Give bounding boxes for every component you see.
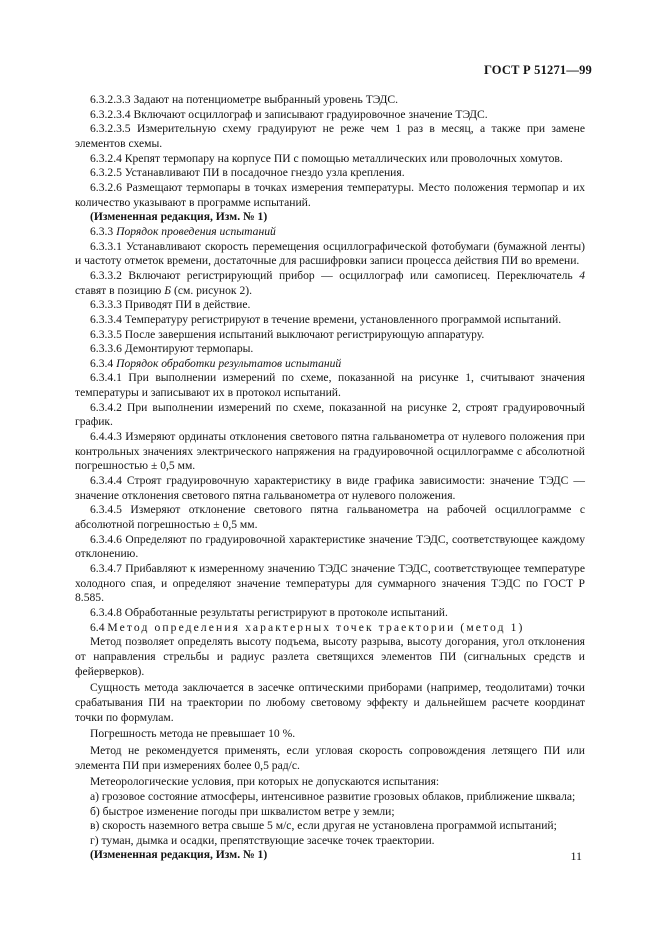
clause-6-3-4-3: 6.4.4.3 Измеряют ординаты отклонения светового пятна гальванометра от нулевого положения при контрольных значениях электрического напряжения на градуировочной осциллограмме с абсолютной погрешностью ± 0,5 мм. <box>75 430 585 473</box>
clause-title: Порядок проведения испытаний <box>116 224 276 238</box>
condition-g: г) туман, дымка и осадки, препятствующие засечке точек траектории. <box>90 833 435 847</box>
condition-b: б) быстрое изменение погоды при шквалистом ветре у земли; <box>90 804 395 818</box>
method-essence: Сущность метода заключается в засечке оптическими приборами (например, теодолитами) точки срабатывания ПИ на траектории по любому световому эффекту и дальнейшем расчете координат точки по формулам. <box>75 681 585 724</box>
clause-6-3-4-5: 6.3.4.5 Измеряют отклонение светового пятна гальванометра на рабочей осциллограмме с абсолютной погрешностью ± 0,5 мм. <box>75 503 585 532</box>
clause-6-3-4-7: 6.3.4.7 Прибавляют к измеренному значению ТЭДС значение ТЭДС, соответствующее температуре холодного спая, и определяют значение температуры для суммарного значения ТЭДС по ГОСТ Р 8.585. <box>75 562 585 605</box>
clause-text: 6.3.3.2 Включают регистрирующий прибор — осциллограф или самописец. Переключатель <box>90 268 580 282</box>
clause-6-3-4-4: 6.3.4.4 Строят градуировочную характеристику в виде графика зависимости: значение ТЭДС — значение отклонения светового пятна гальванометра от нулевого положения. <box>75 474 585 502</box>
method-error: Погрешность метода не превышает 10 %. <box>90 727 296 741</box>
clause-6-3-4-6: 6.3.4.6 Определяют по градуировочной характеристике значение ТЭДС, соответствующее каждому отклонению. <box>75 532 585 561</box>
clause-6-3-2-6: 6.3.2.6 Размещают термопары в точках измерения температуры. Место положения термопар и их количество указывают в программе испытаний. <box>75 180 585 209</box>
clause-6-3-2-3-3: 6.3.2.3.3 Задают на потенциометре выбранный уровень ТЭДС. <box>90 93 399 106</box>
clause-number: 6.3.3 <box>90 224 117 238</box>
clause-6-3-3-3: 6.3.3.3 Приводят ПИ в действие. <box>90 298 251 312</box>
clause-title: Порядок обработки результатов испытаний <box>116 356 342 370</box>
clause-6-3-2-5: 6.3.2.5 Устанавливают ПИ в посадочное гнездо узла крепления. <box>90 166 405 180</box>
method-description: Метод позволяет определять высоту подъема, высоту разрыва, высоту догорания, угол отклонения от направления стрельбы и радиус разлета светящихся элементов ПИ (сигнальных средств и фейерверков). <box>75 635 585 678</box>
clause-6-3-4-heading <box>75 357 585 372</box>
switch-number: 4 <box>579 268 585 282</box>
condition-v: в) скорость наземного ветра свыше 5 м/с, если другая не установлена программой испытаний; <box>90 819 557 833</box>
method-limitation: Метод не рекомендуется применять, если угловая скорость сопровождения летящего ПИ или элемента ПИ при измерениях более 0,5 рад/с. <box>75 743 585 772</box>
amendment-note: (Измененная редакция, Изм. № 1) <box>90 210 268 224</box>
clause-6-3-3-4: 6.3.3.4 Температуру регистрируют в течение времени, установленного программой испытаний. <box>90 312 562 326</box>
clause-6-3-4-8: 6.3.4.8 Обработанные результаты регистрируют в протоколе испытаний. <box>90 605 448 619</box>
clause-number: 6.3.4 <box>90 356 117 370</box>
clause-6-3-4-2: 6.3.4.2 При выполнении измерений по схеме, показанной на рисунке 2, строят градуировочный график. <box>75 400 585 429</box>
clause-6-3-2-3-4: 6.3.2.3.4 Включают осциллограф и записывают градуировочное значение ТЭДС. <box>90 107 488 121</box>
condition-a: а) грозовое состояние атмосферы, интенсивное развитие грозовых облаков, приближение шквала; <box>90 789 576 803</box>
clause-text: ставят в позицию <box>75 283 165 297</box>
clause-6-3-3-5: 6.3.3.5 После завершения испытаний выключают регистрирующую аппаратуру. <box>90 327 485 341</box>
weather-conditions: Метеорологические условия, при которых не допускаются испытания: <box>90 775 440 789</box>
clause-6-4-heading <box>75 621 585 636</box>
page-number: 11 <box>570 849 582 863</box>
clause-6-3-3-heading <box>75 225 585 240</box>
standard-designation: ГОСТ Р 51271—99 <box>483 63 592 77</box>
clause-6-3-2-3-5: 6.3.2.3.5 Измерительную схему градуируют не реже чем 1 раз в месяц, а также при замене элементов схемы. <box>75 122 585 150</box>
clause-6-3-3-2 <box>75 269 585 298</box>
clause-6-3-3-6: 6.3.3.6 Демонтируют термопары. <box>90 342 254 356</box>
clause-6-3-3-1: 6.3.3.1 Устанавливают скорость перемещения осциллографической фотобумаги (бумажной ленты) и частоту отметок времени, достаточные для расшифровки записи процесса действия ПИ во времени. <box>75 239 585 268</box>
clause-6-3-2-4: 6.3.2.4 Крепят термопару на корпусе ПИ с помощью металлических или проволочных хомутов. <box>90 151 563 165</box>
clause-6-3-4-1: 6.3.4.1 При выполнении измерений по схеме, показанной на рисунке 1, считывают значения температуры и записывают их в протокол испытаний. <box>75 371 585 400</box>
clause-text: (см. рисунок 2). <box>171 283 253 297</box>
clause-title: Метод определения характерных точек траектории (метод 1) <box>107 620 525 634</box>
amendment-note: (Измененная редакция, Изм. № 1) <box>90 848 268 862</box>
clause-number: 6.4 <box>90 620 108 634</box>
document-body <box>75 93 585 863</box>
switch-position: Б <box>164 283 172 297</box>
